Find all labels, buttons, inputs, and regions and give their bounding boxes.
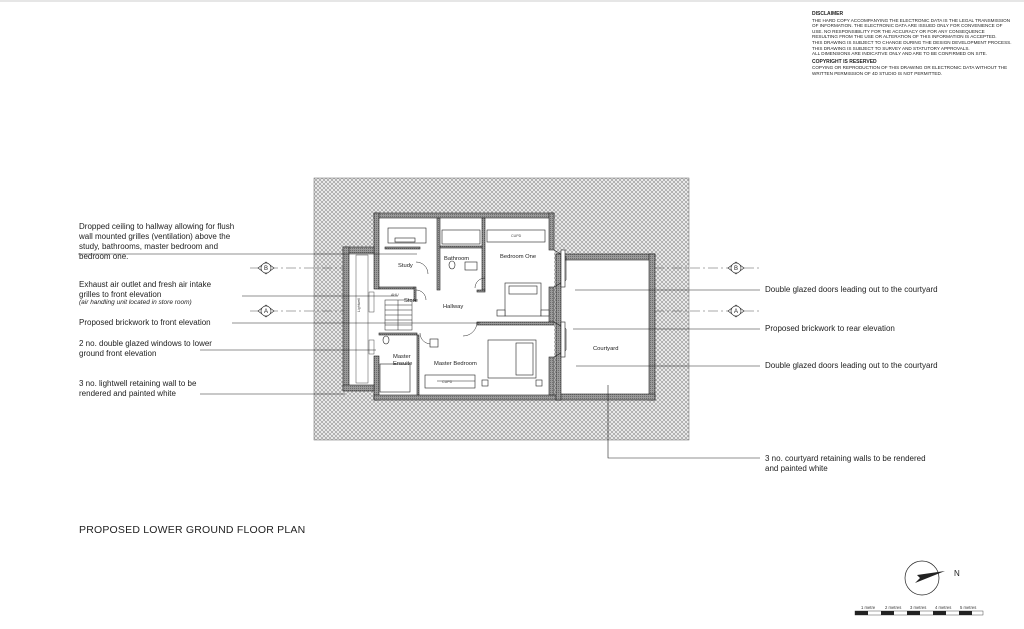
disclaimer-line: ALL DIMENSIONS ARE INDICATIVE ONLY AND ARE TO BE CONFIRMED ON SITE. <box>812 51 988 57</box>
section-a-label-left: A <box>264 309 269 315</box>
disclaimer-line: THIS DRAWING IS SUBJECT TO SURVEY AND STATUTORY APPROVALS. <box>812 45 970 51</box>
disclaimer-line: THIS DRAWING IS SUBJECT TO CHANGE DURING THE DESIGN DEVELOPMENT PROCESS. <box>812 39 1012 45</box>
scale-label-3: 3 metres <box>910 605 927 610</box>
scale-bar <box>855 605 983 615</box>
room-hallway: Hallway <box>443 304 464 310</box>
note-line: Exhaust air outlet and fresh air intake <box>79 280 212 289</box>
note-line: 3 no. lightwell retaining wall to be <box>79 379 197 388</box>
note-line: and painted white <box>765 464 828 473</box>
scale-label-4: 4 metres <box>935 605 952 610</box>
room-master-bedroom: Master Bedroom <box>434 361 477 367</box>
section-b-label-left: B <box>264 266 269 272</box>
note-courtyard-walls <box>765 454 926 474</box>
label-ahu: AHU <box>391 293 399 297</box>
copyright-line: WRITTEN PERMISSION OF 4D STUDIO IS NOT PERMITTED. <box>812 70 943 76</box>
room-master-ensuite-2: Ensuite <box>393 361 413 367</box>
north-label: N <box>954 569 960 578</box>
scale-label-5: 5 metres <box>960 605 977 610</box>
note-exhaust-sub: (air handling unit located in store room) <box>79 299 192 306</box>
note-dropped-ceiling <box>79 222 234 262</box>
note-line: 2 no. double glazed windows to lower <box>79 339 212 348</box>
note-line: rendered and painted white <box>79 389 176 398</box>
note-line: 3 no. courtyard retaining walls to be rendered <box>765 454 926 463</box>
note-doors-lower: Double glazed doors leading out to the courtyard <box>765 361 938 370</box>
note-doors-upper: Double glazed doors leading out to the courtyard <box>765 285 938 294</box>
disclaimer-heading: DISCLAIMER <box>812 11 844 17</box>
room-bedroom-one: Bedroom One <box>500 254 537 260</box>
room-bathroom: Bathroom <box>444 256 470 262</box>
disclaimer-line: THE HARD COPY ACCOMPANYING THE ELECTRONIC DATA IS THE LEGAL TRANSMISSION <box>812 17 1011 23</box>
copyright-line: COPYING OR REPRODUCTION OF THIS DRAWING OR ELECTRONIC DATA WITHOUT THE <box>812 65 1008 71</box>
note-line: wall mounted grilles (ventilation) above the <box>79 232 231 241</box>
room-study: Study <box>398 263 413 269</box>
note-lightwell <box>79 379 196 399</box>
room-master-ensuite-1: Master <box>393 354 411 360</box>
note-line: ground front elevation <box>79 349 157 358</box>
room-store: Store <box>404 298 418 304</box>
scale-label-2: 2 metres <box>885 605 902 610</box>
note-brickwork-rear: Proposed brickwork to rear elevation <box>765 324 895 333</box>
room-courtyard: Courtyard <box>593 346 619 352</box>
note-windows <box>79 339 212 359</box>
disclaimer-line: USE. NO RESPONSIBILITY FOR THE ACCURACY OR FOR ANY CONSEQUENCE <box>812 28 985 34</box>
label-cupd-bottom: CUPD <box>442 380 453 384</box>
note-brickwork-front: Proposed brickwork to front elevation <box>79 318 211 327</box>
disclaimer-line: OF INFORMATION. THE ELECTRONIC DATA ARE ISSUED ONLY FOR CONVENIENCE OF <box>812 23 1003 29</box>
section-a-label-right: A <box>734 309 739 315</box>
note-line: study, bathrooms, master bedroom and <box>79 242 219 251</box>
copyright-heading: COPYRIGHT IS RESERVED <box>812 58 877 65</box>
disclaimer-line: RESULTING FROM THE USE OR ALTERATION OF THIS INFORMATION IS ACCEPTED. <box>812 34 997 40</box>
disclaimer-block <box>812 12 1017 77</box>
scale-label-1: 1 metre <box>861 605 876 610</box>
label-lightwell: Lightwell <box>357 298 361 312</box>
plan-title: PROPOSED LOWER GROUND FLOOR PLAN <box>79 524 306 536</box>
staircase <box>385 300 412 330</box>
note-line: Dropped ceiling to hallway allowing for flush <box>79 222 235 231</box>
note-line: bedroom one. <box>79 252 129 261</box>
section-b-label-right: B <box>734 266 739 272</box>
note-line: grilles to front elevation <box>79 290 162 299</box>
study-desk <box>388 228 426 243</box>
note-exhaust-air <box>79 280 211 300</box>
label-cupd-top: CUPD <box>511 234 522 238</box>
north-arrow <box>905 561 960 595</box>
